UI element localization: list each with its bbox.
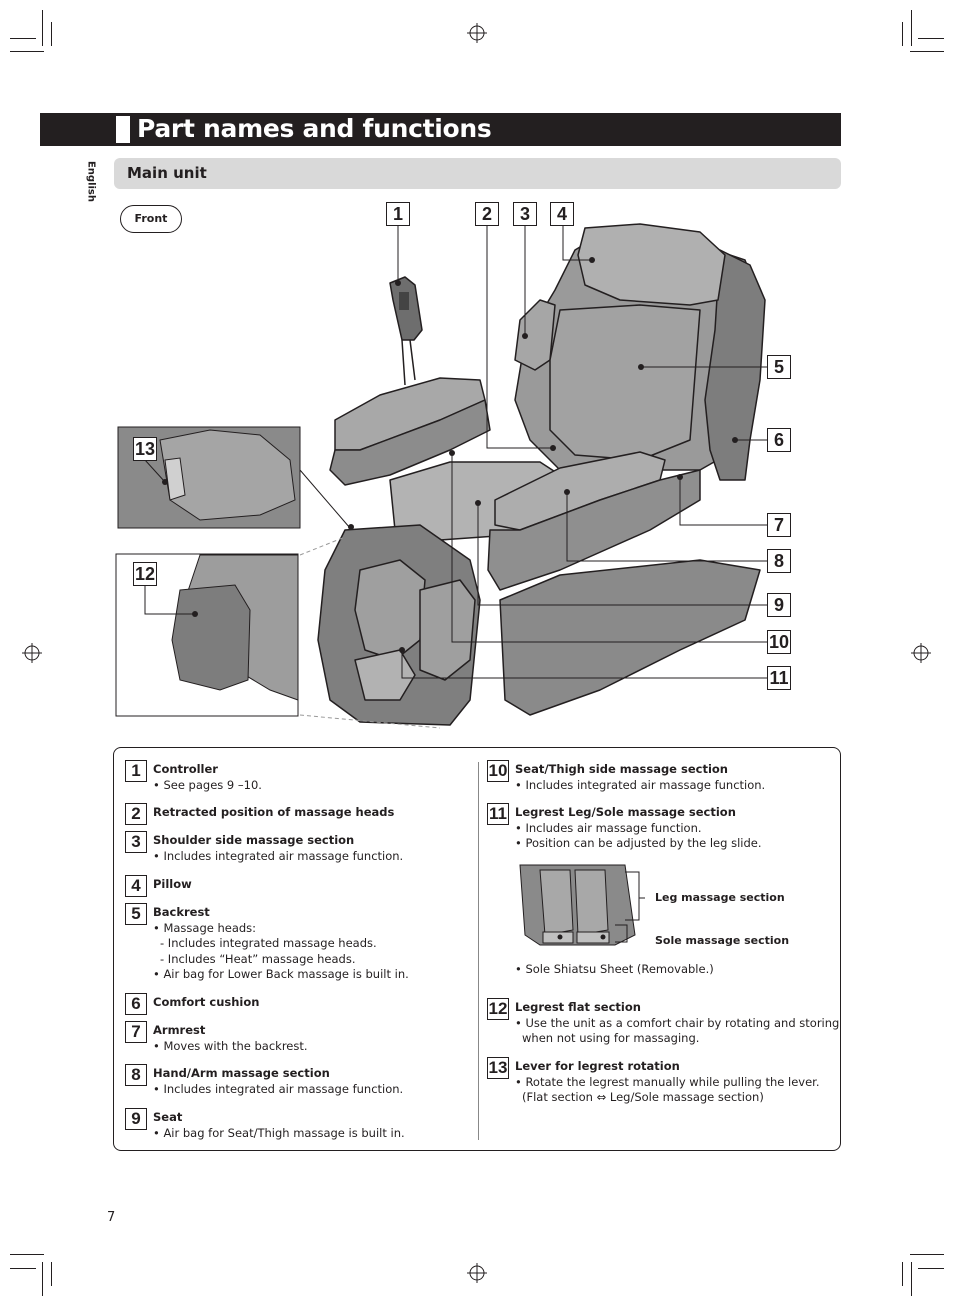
callout-1: 1 — [386, 202, 410, 226]
legend-num: 1 — [125, 760, 147, 782]
legend-num: 4 — [125, 875, 147, 897]
legend-num: 11 — [487, 803, 509, 825]
callout-7: 7 — [767, 513, 791, 537]
section-header — [114, 158, 841, 189]
sole-massage-label: Sole massage section — [655, 934, 790, 947]
callout-5: 5 — [767, 355, 791, 379]
legend-num: 10 — [488, 761, 508, 780]
language-tab: English — [85, 160, 97, 203]
legend-entry: Armrest • Moves with the backrest. — [153, 1023, 308, 1053]
legend-num: 12 — [488, 999, 508, 1018]
callout-3: 3 — [513, 202, 537, 226]
legend-num: 9 — [125, 1108, 147, 1130]
callout-12: 12 — [134, 564, 156, 584]
callout-10: 10 — [768, 632, 790, 652]
legend-entry: Legrest flat section • Use the unit as a comfort chair by rotating and storing when not using for massaging. — [515, 1000, 840, 1045]
legend-entry: Lever for legrest rotation • Rotate the legrest manually while pulling the lever. (Flat section ⇔ Leg/Sole massage section) — [515, 1059, 820, 1104]
sole-sheet-note: • Sole Shiatsu Sheet (Removable.) — [515, 962, 714, 976]
legend-num: 7 — [125, 1021, 147, 1043]
title-marker — [116, 116, 130, 143]
legend-num: 5 — [125, 903, 147, 925]
legend-entry: Comfort cushion — [153, 995, 260, 1009]
legend-entry: Controller • See pages 9 –10. — [153, 762, 262, 792]
callout-8: 8 — [767, 549, 791, 573]
legend-entry: Seat • Air bag for Seat/Thigh massage is built in. — [153, 1110, 405, 1140]
legend-entry: Hand/Arm massage section • Includes integrated air massage function. — [153, 1066, 404, 1096]
page-title-bar — [40, 113, 841, 146]
callout-6: 6 — [767, 428, 791, 452]
legend-num: 8 — [125, 1064, 147, 1086]
legend-divider — [478, 762, 479, 1140]
callout-13: 13 — [134, 439, 156, 459]
legend-entry: Seat/Thigh side massage section • Includes integrated air massage function. — [515, 762, 766, 792]
callout-4: 4 — [550, 202, 574, 226]
legend-num: 3 — [125, 831, 147, 853]
legend-entry: Shoulder side massage section • Includes integrated air massage function. — [153, 833, 404, 863]
legend-num: 13 — [488, 1058, 508, 1077]
legend-num: 2 — [125, 803, 147, 825]
callout-11: 11 — [767, 666, 791, 690]
legend-num: 6 — [125, 993, 147, 1015]
section-title: Main unit — [127, 164, 207, 182]
page-title: Part names and functions — [137, 114, 492, 143]
callout-9: 9 — [767, 593, 791, 617]
front-label: Front — [120, 205, 182, 233]
legend-entry: Pillow — [153, 877, 192, 891]
legend-entry: Retracted position of massage heads — [153, 805, 395, 819]
page-number: 7 — [107, 1210, 116, 1225]
leg-massage-label: Leg massage section — [655, 891, 785, 904]
massage-chair-illustration — [318, 224, 765, 725]
callout-2: 2 — [475, 202, 499, 226]
legend-entry: Backrest • Massage heads: - Includes integrated massage heads. - Includes “Heat” massage heads. • Air bag for Lower Back massage is built in. — [153, 905, 409, 981]
leg-sole-illustration — [515, 860, 645, 950]
legend-entry: Legrest Leg/Sole massage section • Includes air massage function. • Position can be adjusted by the leg slide. — [515, 805, 762, 850]
